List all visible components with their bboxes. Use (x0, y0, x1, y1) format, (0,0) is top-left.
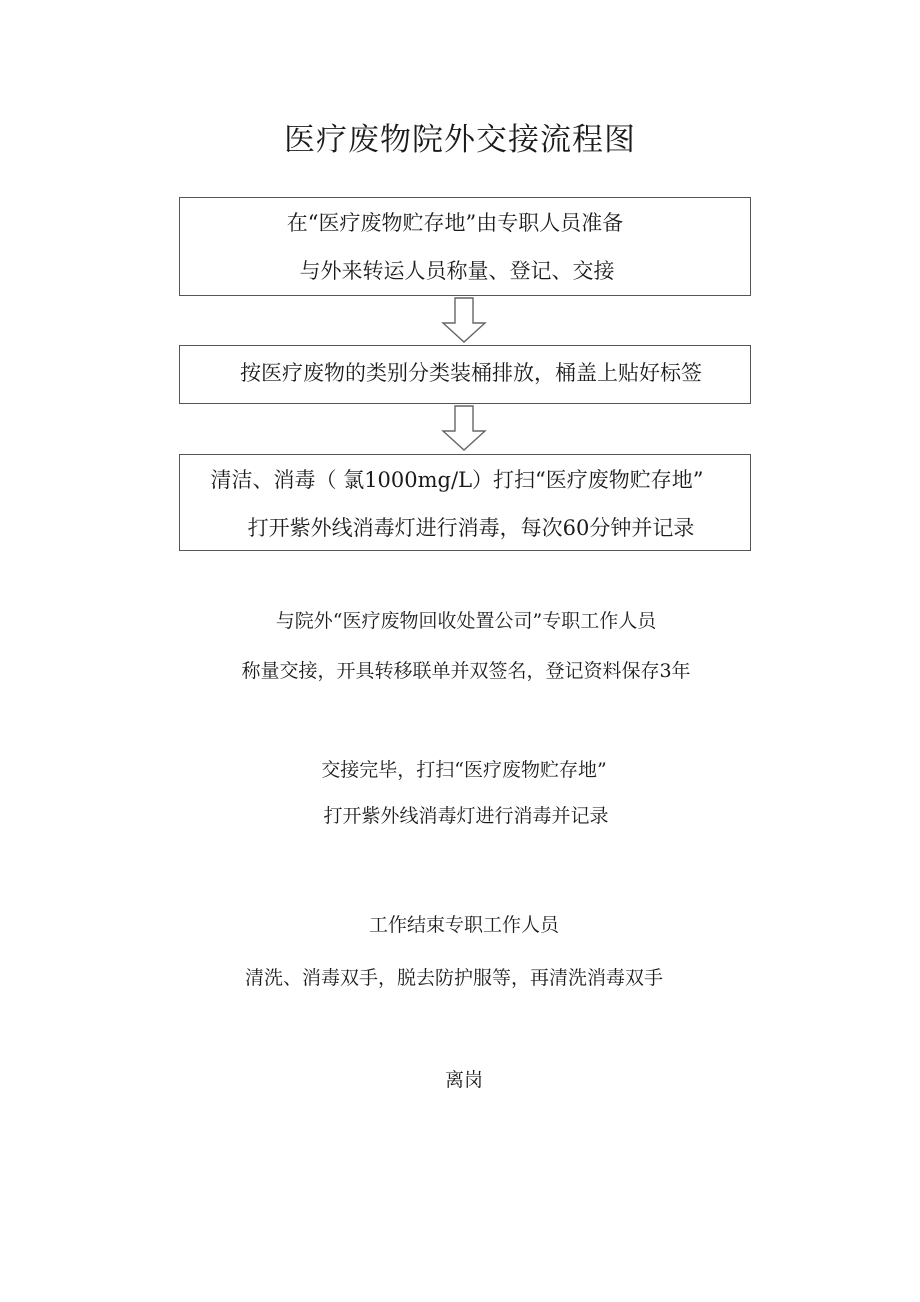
flow-step-3-line-2: 打开紫外线消毒灯进行消毒，每次60分钟并记录 (247, 516, 695, 540)
flow-step-3-line-1: 清洁、消毒（ 氯1000mg/L）打扫“医疗废物贮存地” (210, 468, 704, 492)
flow-step-2-box (179, 345, 751, 404)
flow-step-7-line-1: 离岗 (444, 1069, 483, 1091)
flow-step-1-line-2: 与外来转运人员称量、登记、交接 (299, 259, 615, 283)
flow-step-3-box (179, 454, 751, 551)
flow-step-4-line-2: 称量交接，开具转移联单并双签名，登记资料保存3年 (241, 660, 691, 682)
flow-step-6-line-2: 清洗、消毒双手，脱去防护服等，再清洗消毒双手 (244, 967, 663, 989)
flow-step-5-line-1: 交接完毕，打扫“医疗废物贮存地” (321, 759, 607, 781)
diagram-title: 医疗废物院外交接流程图 (284, 122, 636, 158)
down-arrow-icon (441, 297, 487, 343)
flow-step-5-line-2: 打开紫外线消毒灯进行消毒并记录 (323, 805, 609, 827)
down-arrow-icon (441, 405, 487, 451)
flow-step-1-line-1: 在“医疗废物贮存地”由专职人员准备 (286, 211, 624, 235)
flow-step-2-line-1: 按医疗废物的类别分类装桶排放，桶盖上贴好标签 (240, 361, 702, 385)
flow-step-1-box (179, 197, 751, 296)
flow-step-4-line-1: 与院外“医疗废物回收处置公司”专职工作人员 (275, 610, 657, 632)
flow-step-6-line-1: 工作结束专职工作人员 (368, 914, 559, 936)
